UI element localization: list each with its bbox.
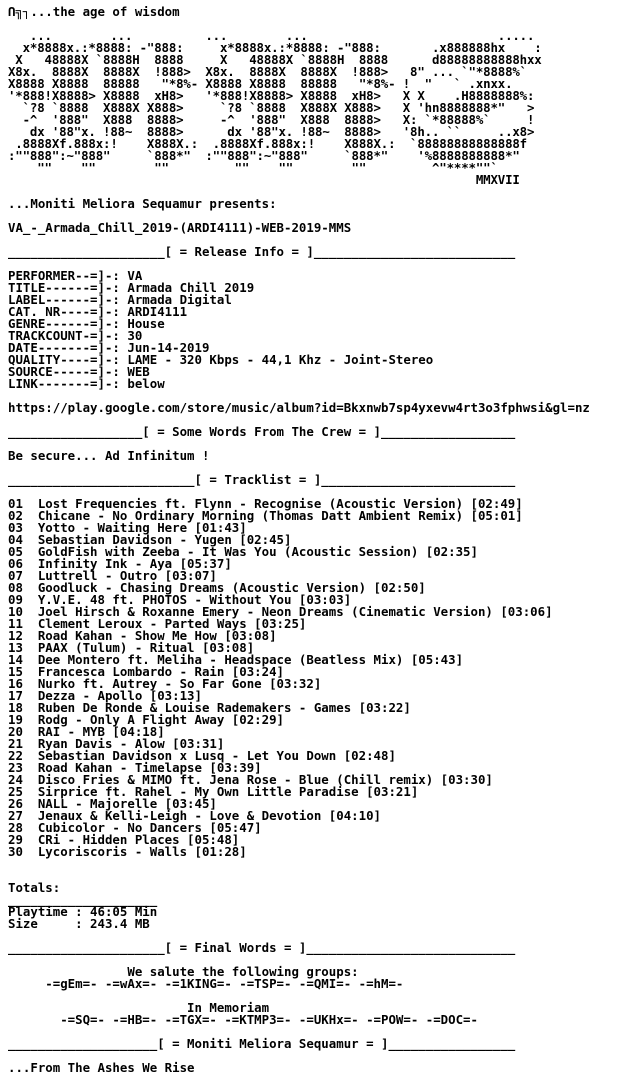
release-info-date: DATE-------=]-: Jun-14-2019 — [8, 340, 210, 355]
mms-logo-ascii-art-line: X8x. 8888X 8888X !888> X8x. 8888X 8888X !888> 8" ... `"*8888%` — [8, 64, 527, 79]
section-header-tracklist: _________________________[ = Tracklist = ]__________________________ — [8, 472, 516, 487]
track-list-item: 09 Y.V.E. 48 ft. PHOTOS - Without You [03:03] — [8, 592, 352, 607]
track-list-item: 03 Yotto - Waiting Here [01:43] — [8, 520, 247, 535]
blank-line — [8, 858, 640, 870]
track-list-item: 20 RAI - MYB [04:18] — [8, 724, 165, 739]
release-info-trackcount: TRACKCOUNT-=]-: 30 — [8, 328, 143, 343]
mms-logo-ascii-art-line: X8888 X8888 88888 "*8%- X8888 X8888 88888 "*8%- ! " ` .xnxx. — [8, 76, 513, 91]
track-list-item: 13 PAAX (Tulum) - Ritual [03:08] — [8, 640, 255, 655]
track-list-item: 01 Lost Frequencies ft. Flynn - Recognise (Acoustic Version) [02:49] — [8, 496, 523, 511]
release-info-label: LABEL------=]-: Armada Digital — [8, 292, 232, 307]
mms-logo-ascii-art-line: "" "" "" "" "" "" ^"****""` — [8, 160, 498, 175]
mms-logo-ascii-art-line: .8888Xf.888x:! X888X.: .8888Xf.888x:! X888X.: `88888888888888f — [8, 136, 527, 151]
mms-logo-ascii-art-line: X 48888X `8888H 8888 X 48888X `8888H 8888 d88888888888hxx — [8, 52, 542, 67]
track-list-item: 11 Clement Leroux - Parted Ways [03:25] — [8, 616, 307, 631]
mms-logo-ascii-art-line: x*8888x.:*8888: -"888: x*8888x.:*8888: -"888: .x888888hx : — [8, 40, 542, 55]
closing-line: ...From The Ashes We Rise — [8, 1060, 195, 1074]
release-info-performer: PERFORMER--=]-: VA — [8, 268, 143, 283]
track-list-item: 23 Road Kahan - Timelapse [03:39] — [8, 760, 262, 775]
mms-logo-ascii-art-line: dx '88"x. !88~ 8888> dx '88"x. !88~ 8888> '8h.. `` ..x8> — [8, 124, 535, 139]
mms-logo-ascii-art-line: '*888!X8888> X8888 xH8> '*888!X8888> X8888 xH8> X X .H8888888%: — [8, 88, 535, 103]
track-list-item: 08 Goodluck - Chasing Dreams (Acoustic Version) [02:50] — [8, 580, 426, 595]
release-info-link: LINK-------=]-: below — [8, 376, 165, 391]
track-list-item: 29 CRi - Hidden Places [05:48] — [8, 832, 240, 847]
totals-label: Totals: — [8, 880, 61, 895]
section-header-mms-footer: ____________________[ = Moniti Meliora Sequamur = ]_________________ — [8, 1036, 516, 1051]
release-info-catalog-number: CAT. NR----=]-: ARDI4111 — [8, 304, 188, 319]
track-list-item: 05 GoldFish with Zeeba - It Was You (Acoustic Session) [02:35] — [8, 544, 478, 559]
section-header-final-words: _____________________[ = Final Words = ]____________________________ — [8, 940, 516, 955]
totals-size: Size : 243.4 MB — [8, 916, 150, 931]
track-list-item: 24 Disco Fries & MIMO ft. Jena Rose - Blue (Chill remix) [03:30] — [8, 772, 493, 787]
track-list-item: 26 NALL - Majorelle [03:45] — [8, 796, 217, 811]
header-line: Ո╗┐...the age of wisdom — [8, 6, 180, 19]
track-list-item: 19 Rodg - Only A Flight Away [02:29] — [8, 712, 285, 727]
totals-playtime: Playtime : 46:05 Min — [8, 904, 158, 919]
greetings-memoriam: In Memoriam — [8, 1000, 270, 1015]
track-list-item: 06 Infinity Ink - Aya [05:37] — [8, 556, 232, 571]
track-list-item: 07 Luttrell - Outro [03:07] — [8, 568, 217, 583]
totals-underline: ____________________ — [8, 892, 158, 907]
track-list-item: 21 Ryan Davis - Alow [03:31] — [8, 736, 225, 751]
track-list-item: 30 Lycoriscoris - Walls [01:28] — [8, 844, 247, 859]
section-header-crew-words: __________________[ = Some Words From The Crew = ]__________________ — [8, 424, 516, 439]
track-list-item: 25 Sirprice ft. Rahel - My Own Little Paradise [03:21] — [8, 784, 419, 799]
track-list-item: 22 Sebastian Davidson x Lusq - Let You Down [02:48] — [8, 748, 396, 763]
release-info-quality: QUALITY----=]-: LAME - 320 Kbps - 44,1 Khz - Joint-Stereo — [8, 352, 434, 367]
release-info-source: SOURCE-----=]-: WEB — [8, 364, 150, 379]
mms-logo-ascii-art-line: -^ '888" X888 8888> -^ '888" X888 8888> X: `*88888%` ! — [8, 112, 535, 127]
release-link-url[interactable]: https://play.google.com/store/music/album?id=Bkxnwb7sp4yxevw4rt3o3fphwsi&gl=nz — [8, 400, 590, 415]
nfo-document — [8, 6, 640, 1074]
release-info-title: TITLE------=]-: Armada Chill 2019 — [8, 280, 255, 295]
mms-logo-ascii-art-line: :""888":~"888" `888*" :""888":~"888" `888*" '%8888888888*" — [8, 148, 520, 163]
release-info-genre: GENRE------=]-: House — [8, 316, 165, 331]
mms-logo-ascii-art-line: ... ... ... ... ..... — [8, 28, 535, 43]
track-list-item: 16 Nurko ft. Autrey - So Far Gone [03:32] — [8, 676, 322, 691]
greetings-groups: -=gEm=- -=wAx=- -=1KING=- -=TSP=- -=QMI=- -=hM=- — [8, 976, 404, 991]
track-list-item: 27 Jenaux & Kelli-Leigh - Love & Devotion [04:10] — [8, 808, 381, 823]
track-list-item: 02 Chicane - No Ordinary Morning (Thomas Datt Ambient Remix) [05:01] — [8, 508, 523, 523]
track-list-item: 17 Dezza - Apollo [03:13] — [8, 688, 202, 703]
section-header-release-info: _____________________[ = Release Info = ]___________________________ — [8, 244, 516, 259]
greetings-salute: We salute the following groups: — [8, 964, 359, 979]
crew-words-text: Be secure... Ad Infinitum ! — [8, 448, 210, 463]
track-list-item: 18 Ruben De Ronde & Louise Rademakers - Games [03:22] — [8, 700, 411, 715]
mms-logo-ascii-art-line: `?8 `8888 X888X X888> `?8 `8888 X888X X888> X 'hn8888888*" > — [8, 100, 535, 115]
release-name: VA_-_Armada_Chill_2019-(ARDI4111)-WEB-2019-MMS — [8, 220, 352, 235]
track-list-item: 10 Joel Hirsch & Roxanne Emery - Neon Dreams (Cinematic Version) [03:06] — [8, 604, 553, 619]
track-list-item: 15 Francesca Lombardo - Rain [03:24] — [8, 664, 285, 679]
track-list-item: 14 Dee Montero ft. Meliha - Headspace (Beatless Mix) [05:43] — [8, 652, 464, 667]
presents-line: ...Moniti Meliora Sequamur presents: — [8, 196, 277, 211]
track-list-item: 28 Cubicolor - No Dancers [05:47] — [8, 820, 262, 835]
track-list-item: 04 Sebastian Davidson - Yugen [02:45] — [8, 532, 292, 547]
track-list-item: 12 Road Kahan - Show Me How [03:08] — [8, 628, 277, 643]
blank-line — [8, 870, 640, 882]
mms-logo-year-line: MMXVII — [8, 172, 520, 187]
greetings-memoriam-groups: -=SQ=- -=HB=- -=TGX=- -=KTMP3=- -=UKHx=- -=POW=- -=DOC=- — [8, 1012, 478, 1027]
